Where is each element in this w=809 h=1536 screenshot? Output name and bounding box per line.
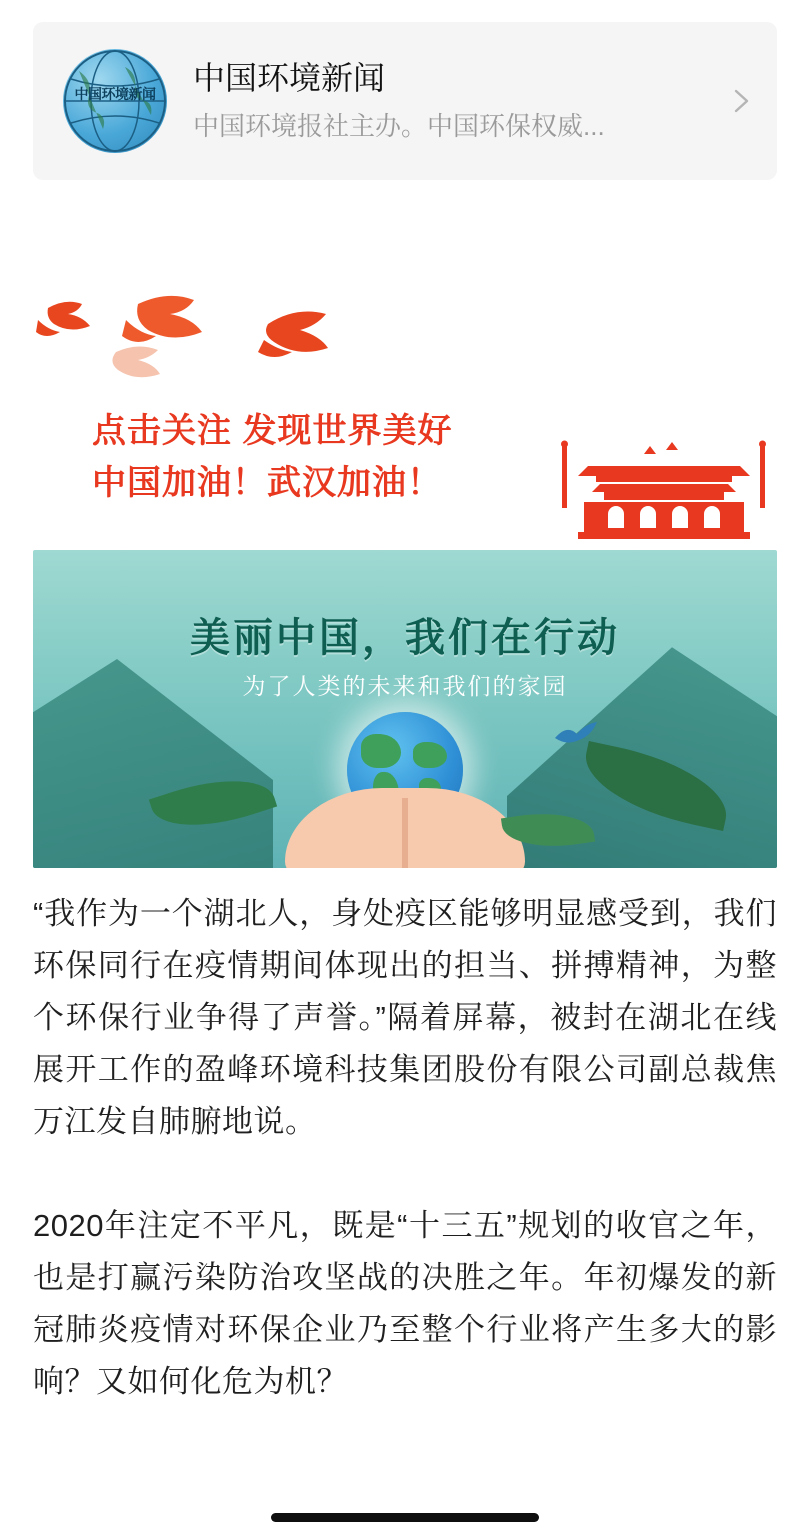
hero-subtitle: 为了人类的未来和我们的家园	[242, 673, 568, 699]
hero-banner	[33, 550, 777, 868]
slogan-line-2: 中国加油！武汉加油！	[92, 464, 442, 502]
account-avatar	[63, 49, 167, 153]
bird-icon	[553, 718, 599, 754]
hero-title: 美丽中国，我们在行动	[190, 616, 620, 660]
account-description: 中国环境报社主办。中国环保权威...	[193, 111, 605, 141]
slogan-block	[92, 405, 452, 509]
article-body	[33, 888, 777, 1460]
account-name: 中国环境新闻	[193, 60, 386, 96]
cupped-hands-icon	[285, 788, 525, 868]
account-card[interactable]	[33, 22, 777, 180]
slogan-line-1: 点击关注 发现世界美好	[92, 412, 453, 450]
article-paragraph: 2020年注定不平凡，既是“十三五”规划的收官之年，也是打赢污染防治攻坚战的决胜之年。年初爆发的新冠肺炎疫情对环保企业乃至整个行业将产生多大的影响？又如何化危为机？	[33, 1208, 777, 1399]
avatar-label: 中国环境新闻	[74, 86, 156, 102]
article-paragraph: “我作为一个湖北人，身处疫区能够明显感受到，我们环保同行在疫情期间体现出的担当、拼搏精神，为整个环保行业争得了声誉。”隔着屏幕，被封在湖北在线展开工作的盈峰环境科技集团股份有限公司副总裁焦万江发自肺腑地说。	[33, 896, 777, 1139]
chevron-right-icon[interactable]	[727, 87, 755, 115]
doves-icon	[30, 286, 350, 396]
account-texts	[193, 57, 717, 145]
home-indicator[interactable]	[271, 1513, 539, 1522]
tiananmen-icon	[548, 440, 780, 540]
